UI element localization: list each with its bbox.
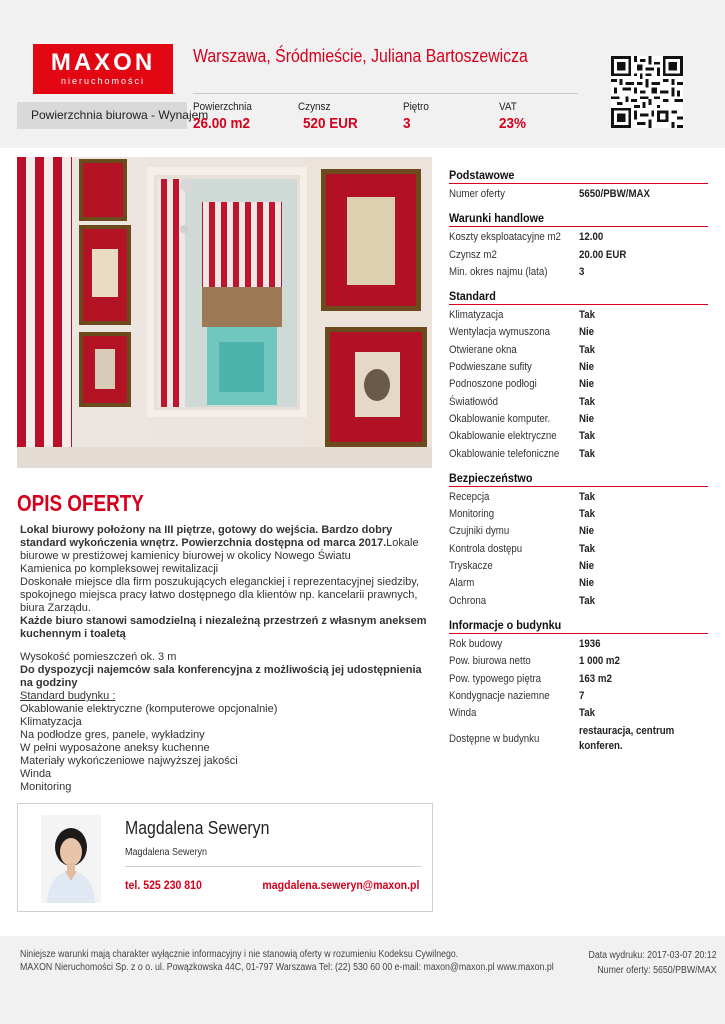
- detail-label: Min. okres najmu (lata): [449, 265, 548, 278]
- detail-label: Okablowanie telefoniczne: [449, 447, 560, 460]
- agent-divider: [125, 866, 421, 867]
- detail-value: Nie: [579, 577, 595, 590]
- page-header: [0, 0, 725, 148]
- detail-label: Światłowód: [449, 395, 498, 408]
- stat-value: 26.00 m2: [193, 115, 251, 132]
- details-panel: [449, 168, 708, 756]
- detail-value: 1 000 m2: [579, 655, 620, 668]
- detail-label: Okablowanie elektryczne: [449, 430, 557, 443]
- logo-wordmark: MAXON: [50, 49, 156, 76]
- detail-label: Tryskacze: [449, 560, 493, 573]
- detail-row: [449, 506, 708, 523]
- detail-value: 5650/PBW/MAX: [579, 188, 651, 200]
- description-line: Okablowanie elektryczne (komputerowe opcjonalnie): [20, 703, 278, 715]
- detail-row: [449, 636, 708, 653]
- stat-area: [193, 101, 258, 132]
- detail-label: Recepcja: [449, 490, 490, 503]
- detail-value: 163 m2: [579, 672, 612, 685]
- detail-value: Nie: [579, 525, 595, 538]
- footer-print-date: Data wydruku: 2017-03-07 20:12: [588, 950, 717, 961]
- section-title-basic: Podstawowe: [449, 168, 515, 182]
- detail-row: [449, 705, 708, 722]
- detail-value: Nie: [579, 361, 595, 374]
- stat-rent: [298, 101, 364, 132]
- footer-meta: [589, 948, 717, 978]
- property-photo: [17, 157, 432, 468]
- detail-value: Tak: [579, 395, 595, 408]
- detail-label: Otwierane okna: [449, 343, 517, 356]
- description-line: Monitoring: [20, 781, 72, 793]
- detail-row: [449, 376, 708, 393]
- detail-row: [449, 229, 708, 246]
- detail-value: Tak: [579, 490, 595, 503]
- detail-row: [449, 688, 708, 705]
- stat-value: 3: [403, 115, 411, 132]
- detail-row: [449, 722, 708, 756]
- detail-value: 20.00 EUR: [579, 248, 627, 261]
- detail-row: [449, 653, 708, 670]
- detail-label: Czynsz m2: [449, 248, 497, 261]
- description-line: Kamienica po kompleksowej rewitalizacji: [20, 563, 219, 575]
- detail-row: [449, 359, 708, 376]
- agent-subtitle: Magdalena Seweryn: [125, 847, 208, 858]
- detail-label: Wentylacja wymuszona: [449, 326, 550, 339]
- description-line: [20, 690, 430, 703]
- footer-legal: [20, 948, 554, 974]
- stat-label: Powierzchnia: [193, 101, 252, 113]
- detail-row: [449, 593, 708, 610]
- detail-label: Alarm: [449, 577, 475, 590]
- agent-email-link[interactable]: magdalena.seweryn@maxon.pl: [261, 878, 419, 892]
- header-divider: [193, 93, 578, 94]
- description-title: OPIS OFERTY: [17, 490, 144, 516]
- logo-subtitle: nieruchomości: [60, 76, 146, 86]
- stat-value: 520 EUR: [303, 115, 358, 132]
- description-bold-text: Lokal biurowy położony na III piętrze, gotowy do wejścia. Bardzo dobry standard wykończenia wnętrz. Powierzchnia dostępna od marca 2017.: [20, 524, 393, 549]
- property-address: Warszawa, Śródmieście, Juliana Bartoszewicza: [193, 46, 528, 66]
- section-divider: [449, 183, 708, 184]
- detail-row: [449, 575, 708, 592]
- detail-value: Nie: [579, 326, 595, 339]
- detail-value: Nie: [579, 560, 595, 573]
- description-line: Materiały wykończeniowe najwyższej jakości: [20, 755, 238, 767]
- detail-row: [449, 307, 708, 324]
- description-paragraph: [20, 524, 430, 563]
- section-divider: [449, 226, 708, 227]
- detail-row: [449, 446, 708, 463]
- detail-label: Podwieszane sufity: [449, 361, 532, 374]
- section-title-terms: Warunki handlowe: [449, 211, 545, 226]
- detail-row: [449, 523, 708, 540]
- detail-row: [449, 342, 708, 359]
- detail-row: [449, 428, 708, 445]
- section-divider: [449, 304, 708, 305]
- detail-value: Tak: [579, 430, 595, 443]
- qr-code-icon: [611, 56, 683, 128]
- description-line: W pełni wyposażone aneksy kuchenne: [20, 742, 210, 754]
- detail-label: Okablowanie komputer.: [449, 412, 551, 425]
- description-line: Wysokość pomieszczeń ok. 3 m: [20, 651, 177, 663]
- detail-row: [449, 541, 708, 558]
- detail-label: Podnoszone podłogi: [449, 378, 537, 391]
- detail-row: [449, 394, 708, 411]
- description-text: Lokale biurowe w prestiżowej kamienicy biurowej w okolicy Nowego Światu: [20, 537, 419, 562]
- detail-label: Monitoring: [449, 508, 495, 521]
- detail-value: restauracja, centrum konferen.: [579, 725, 675, 753]
- stat-value: 23%: [499, 115, 527, 132]
- offer-type-badge: Powierzchnia biurowa - Wynajem: [17, 102, 187, 129]
- stat-label: VAT: [499, 101, 517, 113]
- detail-value: Tak: [579, 508, 595, 521]
- description-line: Na podłodze gres, panele, wykładziny: [20, 729, 205, 741]
- agent-name: Magdalena Seweryn: [125, 818, 270, 838]
- section-divider: [449, 486, 708, 487]
- maxon-logo: [33, 44, 173, 94]
- detail-value: 12.00: [579, 231, 604, 244]
- section-divider: [449, 633, 708, 634]
- agent-card: [17, 803, 433, 912]
- stat-vat: [499, 101, 529, 132]
- detail-value: Tak: [579, 707, 595, 720]
- detail-label: Rok budowy: [449, 637, 503, 650]
- detail-label: Ochrona: [449, 594, 487, 607]
- description-line: Winda: [20, 768, 52, 780]
- detail-value: Nie: [579, 378, 595, 391]
- section-title-standard: Standard: [449, 289, 496, 304]
- detail-row: [449, 489, 708, 506]
- description-underlined: Standard budynku :: [20, 690, 116, 702]
- description-spacer: [20, 641, 430, 651]
- agent-phone[interactable]: tel. 525 230 810: [125, 878, 202, 892]
- detail-row: [449, 186, 708, 203]
- offer-description: [20, 524, 430, 794]
- detail-row: [449, 558, 708, 575]
- detail-value: Tak: [579, 594, 595, 607]
- footer-disclaimer: Niniejsze warunki mają charakter wyłącznie informacyjny i nie stanowią oferty w rozumieniu Kodeksu Cywilnego.: [20, 949, 459, 960]
- section-title-building: Informacje o budynku: [449, 617, 562, 632]
- detail-row: [449, 264, 708, 281]
- detail-row: [449, 324, 708, 341]
- detail-label: Dostępne w budynku: [449, 733, 540, 746]
- detail-label: Kontrola dostępu: [449, 542, 523, 555]
- footer-offer-number: Numer oferty: 5650/PBW/MAX: [597, 965, 717, 976]
- detail-label: Koszty eksploatacyjne m2: [449, 231, 561, 244]
- description-line: Doskonałe miejsce dla firm poszukujących eleganckiej i reprezentacyjnej siedziby, spokojnego miejsca pracy łatwo dostępnego dla klientów np. kancelarii prawnych, biura Zarządu.: [20, 576, 420, 614]
- detail-value: Tak: [579, 542, 595, 555]
- detail-label: Kondygnacje naziemne: [449, 689, 550, 702]
- detail-label: Czujniki dymu: [449, 525, 510, 538]
- page-footer: [0, 936, 725, 1024]
- description-bold-line: Do dyspozycji najemców sala konferencyjna z możliwością jej udostępnienia na godziny: [20, 664, 422, 689]
- detail-label: Numer oferty: [449, 188, 505, 200]
- detail-value: Tak: [579, 309, 595, 322]
- footer-company: MAXON Nieruchomości Sp. z o o. ul. Powązkowska 44C, 01-797 Warszawa Tel: (22) 530 60 00 e-mail: maxon@maxon.pl www.maxon.pl: [20, 962, 554, 973]
- detail-value: Nie: [579, 412, 595, 425]
- detail-row: [449, 671, 708, 688]
- detail-row: [449, 411, 708, 428]
- section-title-security: Bezpieczeństwo: [449, 470, 533, 485]
- description-bold-line: Każde biuro stanowi samodzielną i niezależną przestrzeń z własnym aneksem kuchennym i toaletą: [20, 615, 427, 640]
- stat-label: Piętro: [403, 101, 429, 113]
- detail-value: 1936: [579, 637, 601, 650]
- detail-value: Tak: [579, 447, 595, 460]
- detail-label: Pow. biurowa netto: [449, 655, 531, 668]
- detail-value: Tak: [579, 343, 595, 356]
- detail-label: Winda: [449, 707, 477, 720]
- detail-label: Klimatyzacja: [449, 309, 504, 322]
- detail-value: 7: [579, 689, 585, 702]
- description-line: Klimatyzacja: [20, 716, 82, 728]
- detail-row: [449, 247, 708, 264]
- detail-value: 3: [579, 265, 585, 278]
- agent-avatar: [41, 815, 101, 903]
- stat-floor: [403, 101, 432, 132]
- detail-label: Pow. typowego piętra: [449, 672, 542, 685]
- stat-label: Czynsz: [298, 101, 331, 113]
